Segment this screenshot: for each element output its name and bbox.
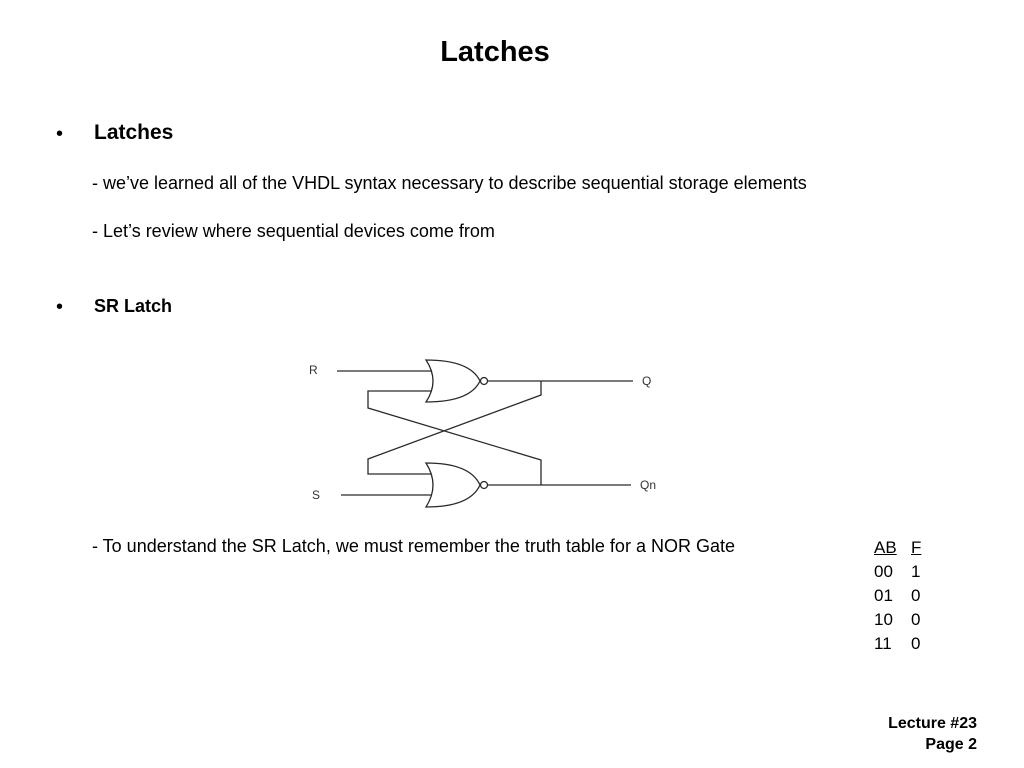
bullet-marker: • [56,123,64,145]
truth-table-output: 1 [911,562,921,581]
truth-table-output: 0 [911,610,921,629]
label-r: R [309,363,318,377]
slide-footer [888,713,977,755]
bullet-heading-sr-latch: SR Latch [94,296,173,316]
truth-table-input: 00 [874,562,893,581]
truth-table-input: 01 [874,586,893,605]
bullet-text-line: - To understand the SR Latch, we must remember the truth table for a NOR Gate [92,536,735,556]
nor-gate-upper [426,360,488,402]
latch-wires [337,371,633,495]
nor-truth-table [874,536,921,656]
nor-gate-lower [426,463,488,507]
truth-table-row [874,584,921,608]
truth-table-header-ab: AB [874,538,897,557]
lecture-number: Lecture #23 [888,715,977,732]
page-number: Page 2 [925,736,977,753]
truth-table-row [874,632,921,656]
label-qn: Qn [640,478,657,492]
truth-table-header [874,536,921,560]
truth-table-output: 0 [911,586,921,605]
bullet-text-line: - Let’s review where sequential devices come from [92,221,495,241]
truth-table-output: 0 [911,634,921,653]
bullet-heading-latches: Latches [94,121,174,144]
bullet-text-line: - we’ve learned all of the VHDL syntax necessary to describe sequential storage elements [92,173,807,193]
truth-table-input: 11 [874,634,892,653]
label-q: Q [642,374,652,388]
truth-table-input: 10 [874,610,893,629]
truth-table-row [874,608,921,632]
truth-table-row [874,560,921,584]
truth-table-header-f: F [911,538,922,557]
bullet-marker: • [56,296,64,318]
slide-title: Latches [440,36,550,68]
label-s: S [312,488,321,502]
